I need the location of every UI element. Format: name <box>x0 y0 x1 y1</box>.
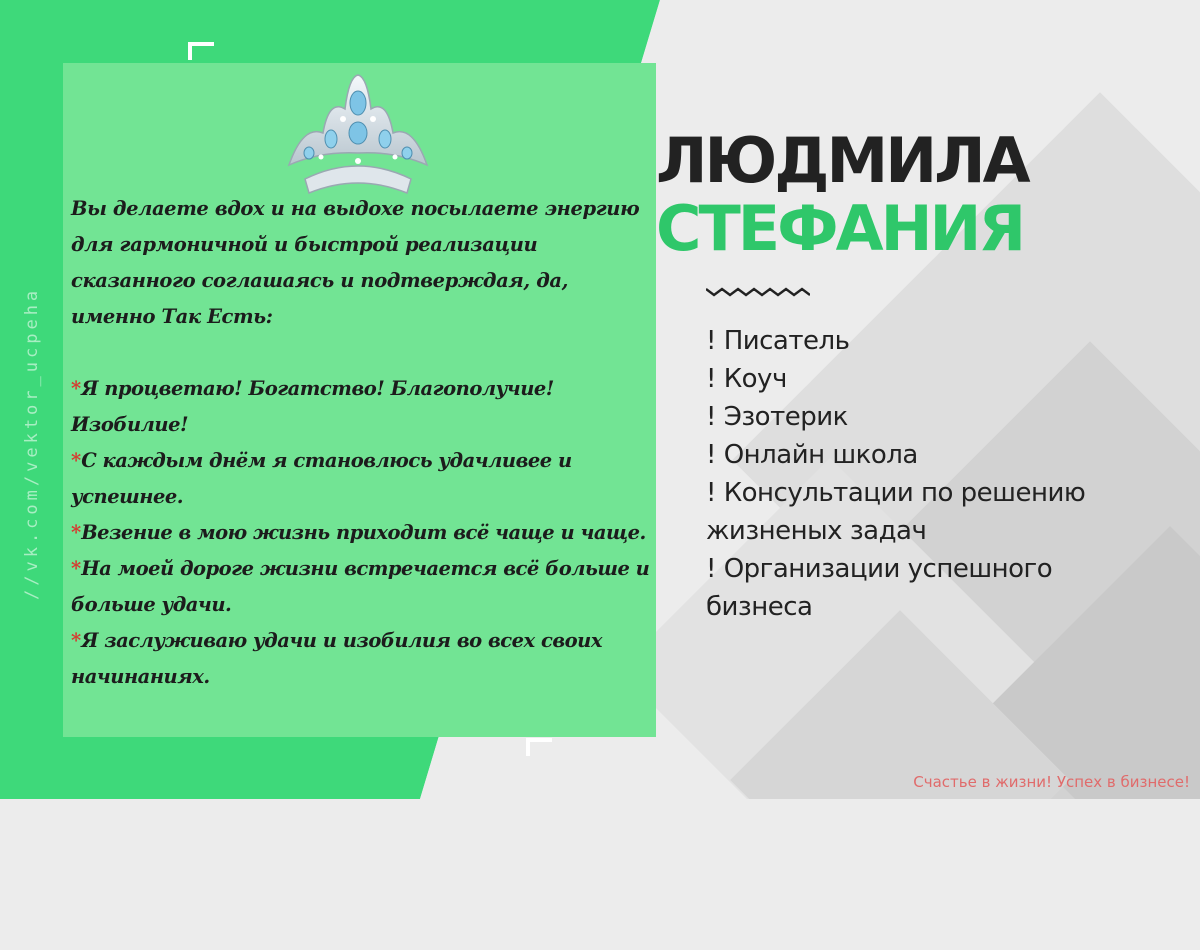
last-name: СТЕФАНИЯ <box>656 192 1024 265</box>
affirmation-item: *На моей дороге жизни встречается всё больше и больше удачи. <box>71 557 650 616</box>
bullet-star: * <box>71 449 82 472</box>
bullet-star: * <box>71 629 82 652</box>
affirmation-item: *Я процветаю! Богатство! Благополучие! Изобилие! <box>71 377 554 436</box>
affirmation-item: *Я заслуживаю удачи и изобилия во всех своих начинаниях. <box>71 629 602 688</box>
crown-icon <box>283 69 433 197</box>
affirmation-item: *С каждым днём я становлюсь удачливее и успешнее. <box>71 449 572 508</box>
role-item: ! Писатель <box>706 326 850 356</box>
affirmation-card <box>63 63 656 737</box>
intro-text: Вы делаете вдох и на выдохе посылаете энергию для гармоничной и быстрой реализации сказанного соглашаясь и подтверждая, да, именно Так Есть: <box>71 197 640 328</box>
role-item: ! Организации успешного бизнеса <box>706 554 1053 622</box>
slogan-text: Счастье в жизни! Успех в бизнесе! <box>913 773 1190 791</box>
bullet-star: * <box>71 521 82 544</box>
vk-watermark: //vk.com/vektor_ucpeha <box>22 286 42 600</box>
roles-list <box>706 322 1126 626</box>
first-name: ЛЮДМИЛА <box>656 124 1028 197</box>
corner-decoration <box>526 738 552 756</box>
bullet-star: * <box>71 377 82 400</box>
role-item: ! Консультации по решению жизненых задач <box>706 478 1086 546</box>
role-item: ! Коуч <box>706 364 787 394</box>
affirmation-item: *Везение в мою жизнь приходит всё чаще и чаще. <box>71 521 646 544</box>
bullet-star: * <box>71 557 82 580</box>
role-item: ! Онлайн школа <box>706 440 918 470</box>
corner-decoration <box>188 42 214 60</box>
zigzag-divider-icon <box>706 283 810 299</box>
role-item: ! Эзотерик <box>706 402 848 432</box>
